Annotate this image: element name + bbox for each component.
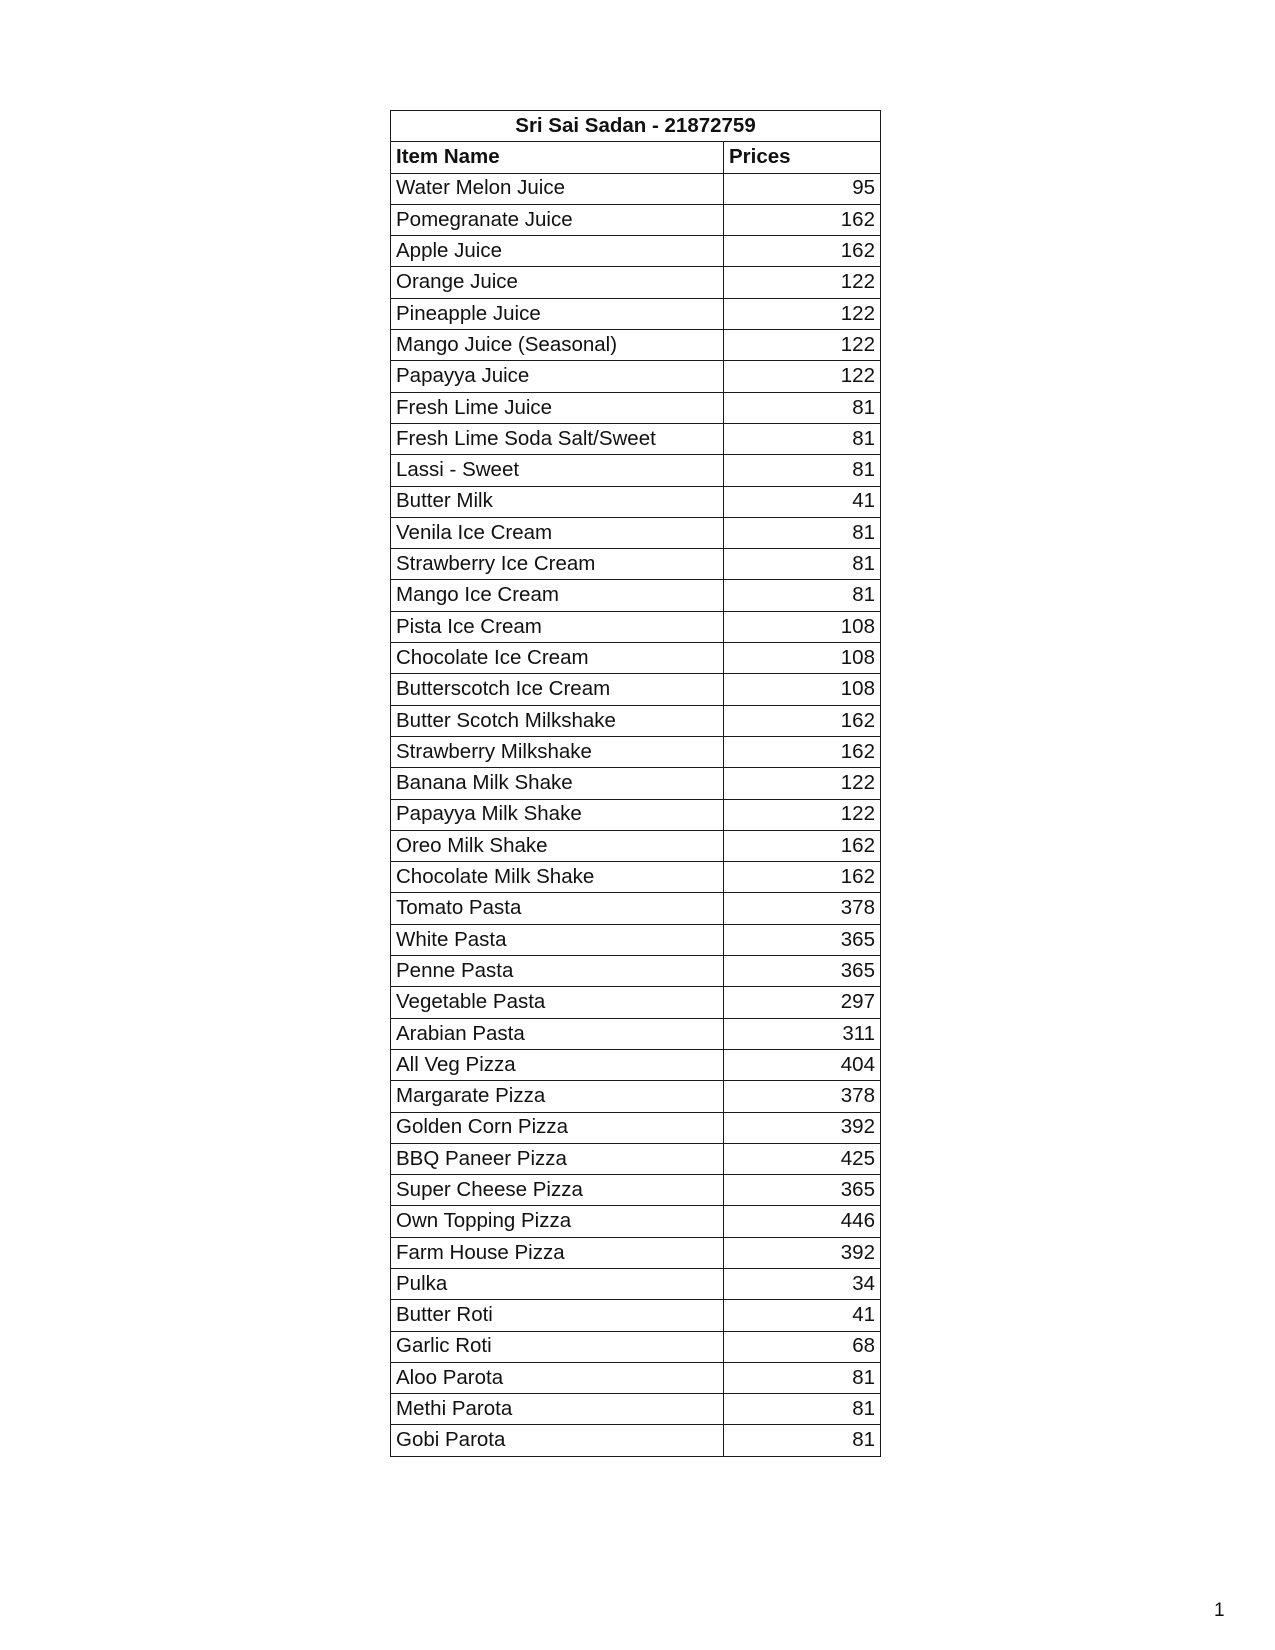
item-name-cell: Fresh Lime Juice	[391, 392, 724, 423]
table-row	[391, 611, 881, 642]
table-row	[391, 330, 881, 361]
table-row	[391, 236, 881, 267]
menu-table	[390, 110, 881, 1457]
item-name-cell: Orange Juice	[391, 267, 724, 298]
table-row	[391, 1175, 881, 1206]
item-price-cell: 122	[724, 361, 881, 392]
table-row	[391, 486, 881, 517]
table-row	[391, 423, 881, 454]
page-number: 1	[1214, 1600, 1225, 1621]
table-row	[391, 580, 881, 611]
table-row	[391, 1237, 881, 1268]
item-price-cell: 41	[724, 1300, 881, 1331]
table-row	[391, 1081, 881, 1112]
item-price-cell: 95	[724, 173, 881, 204]
item-name-cell: Pineapple Juice	[391, 298, 724, 329]
item-name-cell: Papayya Juice	[391, 361, 724, 392]
item-name-cell: Own Topping Pizza	[391, 1206, 724, 1237]
menu-title: Sri Sai Sadan - 21872759	[391, 111, 881, 142]
item-price-cell: 365	[724, 1175, 881, 1206]
item-price-cell: 81	[724, 1362, 881, 1393]
item-price-cell: 41	[724, 486, 881, 517]
item-price-cell: 392	[724, 1112, 881, 1143]
item-name-cell: Apple Juice	[391, 236, 724, 267]
table-row	[391, 1300, 881, 1331]
table-row	[391, 862, 881, 893]
table-row	[391, 987, 881, 1018]
item-price-cell: 108	[724, 611, 881, 642]
table-row	[391, 1018, 881, 1049]
item-price-cell: 108	[724, 674, 881, 705]
item-price-cell: 446	[724, 1206, 881, 1237]
item-price-cell: 68	[724, 1331, 881, 1362]
table-row	[391, 204, 881, 235]
item-name-cell: Penne Pasta	[391, 956, 724, 987]
item-price-cell: 81	[724, 392, 881, 423]
item-name-cell: Arabian Pasta	[391, 1018, 724, 1049]
table-row	[391, 1049, 881, 1080]
item-name-cell: Butter Milk	[391, 486, 724, 517]
table-row	[391, 1394, 881, 1425]
item-price-cell: 392	[724, 1237, 881, 1268]
item-price-cell: 122	[724, 298, 881, 329]
table-row	[391, 799, 881, 830]
table-row	[391, 361, 881, 392]
item-name-cell: Butter Roti	[391, 1300, 724, 1331]
table-row	[391, 298, 881, 329]
table-row	[391, 267, 881, 298]
item-price-cell: 162	[724, 830, 881, 861]
item-name-cell: Lassi - Sweet	[391, 455, 724, 486]
table-row	[391, 893, 881, 924]
table-row	[391, 1206, 881, 1237]
item-name-cell: Margarate Pizza	[391, 1081, 724, 1112]
item-name-cell: Strawberry Ice Cream	[391, 549, 724, 580]
item-price-cell: 122	[724, 330, 881, 361]
item-name-cell: Butter Scotch Milkshake	[391, 705, 724, 736]
column-header-item-name: Item Name	[391, 142, 724, 173]
item-name-cell: Chocolate Milk Shake	[391, 862, 724, 893]
item-name-cell: Papayya Milk Shake	[391, 799, 724, 830]
item-price-cell: 122	[724, 799, 881, 830]
item-price-cell: 108	[724, 643, 881, 674]
item-price-cell: 297	[724, 987, 881, 1018]
table-row	[391, 1425, 881, 1456]
item-price-cell: 122	[724, 267, 881, 298]
item-name-cell: Pomegranate Juice	[391, 204, 724, 235]
item-price-cell: 425	[724, 1143, 881, 1174]
table-row	[391, 1331, 881, 1362]
table-row	[391, 517, 881, 548]
table-row	[391, 1143, 881, 1174]
item-name-cell: Vegetable Pasta	[391, 987, 724, 1018]
item-price-cell: 81	[724, 423, 881, 454]
table-row	[391, 736, 881, 767]
item-price-cell: 122	[724, 768, 881, 799]
item-name-cell: White Pasta	[391, 924, 724, 955]
table-row	[391, 643, 881, 674]
table-row	[391, 1362, 881, 1393]
item-name-cell: Pista Ice Cream	[391, 611, 724, 642]
table-row	[391, 392, 881, 423]
table-row	[391, 549, 881, 580]
item-price-cell: 81	[724, 1394, 881, 1425]
table-row	[391, 1268, 881, 1299]
item-price-cell: 162	[724, 736, 881, 767]
table-row	[391, 1112, 881, 1143]
table-row	[391, 455, 881, 486]
item-price-cell: 162	[724, 236, 881, 267]
item-name-cell: Mango Ice Cream	[391, 580, 724, 611]
item-price-cell: 81	[724, 455, 881, 486]
table-row	[391, 830, 881, 861]
item-price-cell: 404	[724, 1049, 881, 1080]
item-name-cell: BBQ Paneer Pizza	[391, 1143, 724, 1174]
table-row	[391, 924, 881, 955]
item-name-cell: Water Melon Juice	[391, 173, 724, 204]
item-name-cell: Super Cheese Pizza	[391, 1175, 724, 1206]
item-price-cell: 378	[724, 1081, 881, 1112]
item-name-cell: Pulka	[391, 1268, 724, 1299]
table-row	[391, 705, 881, 736]
item-name-cell: All Veg Pizza	[391, 1049, 724, 1080]
item-price-cell: 162	[724, 705, 881, 736]
item-name-cell: Aloo Parota	[391, 1362, 724, 1393]
title-row	[391, 111, 881, 142]
item-name-cell: Oreo Milk Shake	[391, 830, 724, 861]
item-price-cell: 81	[724, 549, 881, 580]
header-row	[391, 142, 881, 173]
item-name-cell: Gobi Parota	[391, 1425, 724, 1456]
item-name-cell: Mango Juice (Seasonal)	[391, 330, 724, 361]
item-name-cell: Venila Ice Cream	[391, 517, 724, 548]
table-row	[391, 173, 881, 204]
table-row	[391, 768, 881, 799]
item-price-cell: 162	[724, 204, 881, 235]
item-name-cell: Tomato Pasta	[391, 893, 724, 924]
item-name-cell: Golden Corn Pizza	[391, 1112, 724, 1143]
item-name-cell: Methi Parota	[391, 1394, 724, 1425]
item-price-cell: 365	[724, 956, 881, 987]
item-name-cell: Garlic Roti	[391, 1331, 724, 1362]
table-row	[391, 674, 881, 705]
item-name-cell: Banana Milk Shake	[391, 768, 724, 799]
item-name-cell: Butterscotch Ice Cream	[391, 674, 724, 705]
item-price-cell: 162	[724, 862, 881, 893]
item-price-cell: 34	[724, 1268, 881, 1299]
item-name-cell: Fresh Lime Soda Salt/Sweet	[391, 423, 724, 454]
item-name-cell: Chocolate Ice Cream	[391, 643, 724, 674]
column-header-prices: Prices	[724, 142, 881, 173]
item-price-cell: 81	[724, 517, 881, 548]
item-price-cell: 81	[724, 580, 881, 611]
item-name-cell: Strawberry Milkshake	[391, 736, 724, 767]
item-price-cell: 311	[724, 1018, 881, 1049]
item-price-cell: 365	[724, 924, 881, 955]
table-row	[391, 956, 881, 987]
item-price-cell: 378	[724, 893, 881, 924]
item-price-cell: 81	[724, 1425, 881, 1456]
item-name-cell: Farm House Pizza	[391, 1237, 724, 1268]
